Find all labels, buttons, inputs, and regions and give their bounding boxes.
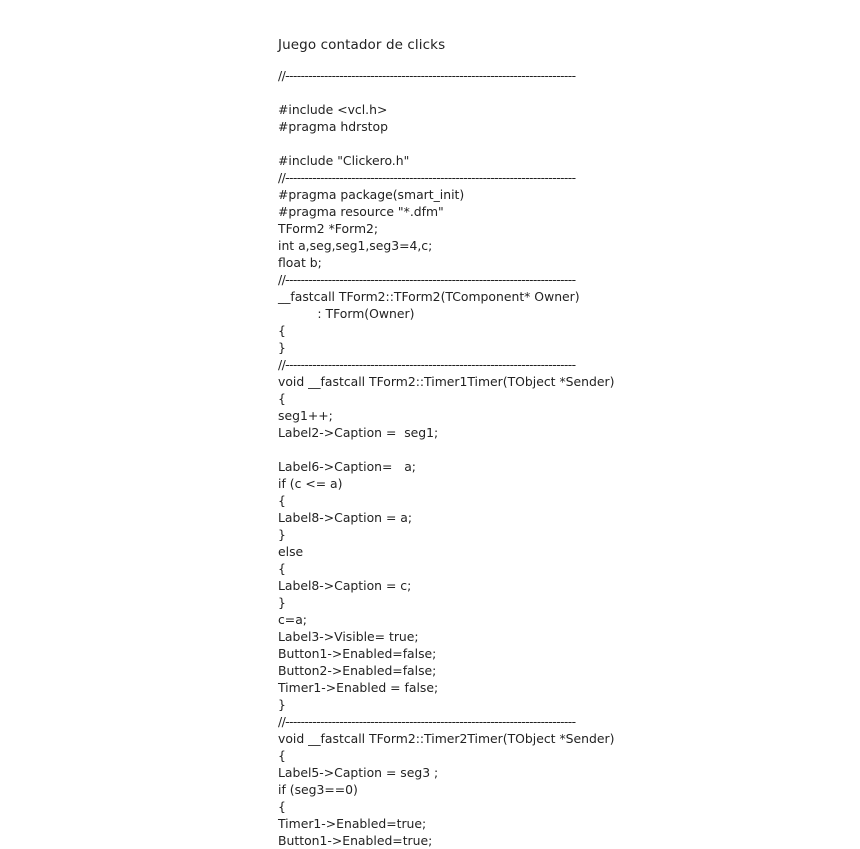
code-line: Label2->Caption = seg1;	[278, 425, 439, 440]
code-line	[278, 441, 838, 458]
code-line: TForm2 *Form2;	[278, 221, 379, 236]
code-line: int a,seg,seg1,seg3=4,c;	[278, 238, 433, 253]
code-line: //---------------------------------------------------------------------------	[278, 714, 576, 729]
code-line	[278, 135, 838, 152]
code-line: //---------------------------------------------------------------------------	[278, 170, 576, 185]
code-line: {	[278, 561, 286, 576]
code-line: void __fastcall TForm2::Timer2Timer(TObject *Sender)	[278, 731, 615, 746]
code-line: //---------------------------------------------------------------------------	[278, 68, 576, 83]
code-line: __fastcall TForm2::TForm2(TComponent* Owner)	[278, 289, 580, 304]
code-line: float b;	[278, 255, 322, 270]
code-line: {	[278, 323, 286, 338]
code-line	[278, 84, 838, 101]
code-line: {	[278, 799, 286, 814]
code-line: #pragma resource "*.dfm"	[278, 204, 444, 219]
code-line: Label3->Visible= true;	[278, 629, 419, 644]
code-line: Label8->Caption = c;	[278, 578, 412, 593]
code-line: Label6->Caption= a;	[278, 459, 416, 474]
code-line: Timer1->Enabled = false;	[278, 680, 439, 695]
code-listing	[278, 67, 838, 849]
code-line: Button1->Enabled=false;	[278, 646, 437, 661]
code-line: seg1++;	[278, 408, 333, 423]
code-line: void __fastcall TForm2::Timer1Timer(TObject *Sender)	[278, 374, 615, 389]
code-line: Label8->Caption = a;	[278, 510, 413, 525]
code-line: {	[278, 493, 286, 508]
code-line: Button2->Enabled=false;	[278, 663, 437, 678]
code-line: //---------------------------------------------------------------------------	[278, 272, 576, 287]
code-line: {	[278, 748, 286, 763]
code-line: }	[278, 697, 286, 712]
document-title: Juego contador de clicks	[278, 37, 446, 53]
code-line: Button1->Enabled=true;	[278, 833, 433, 848]
code-line: #include <vcl.h>	[278, 102, 388, 117]
code-line: c=a;	[278, 612, 307, 627]
code-line: Timer1->Enabled=true;	[278, 816, 427, 831]
document	[278, 36, 838, 849]
code-line: Label5->Caption = seg3 ;	[278, 765, 439, 780]
code-line: #pragma hdrstop	[278, 119, 388, 134]
code-line: #pragma package(smart_init)	[278, 187, 465, 202]
code-line: }	[278, 527, 286, 542]
code-line: : TForm(Owner)	[278, 306, 415, 321]
code-line: {	[278, 391, 286, 406]
code-line: //---------------------------------------------------------------------------	[278, 357, 576, 372]
code-line: #include "Clickero.h"	[278, 153, 410, 168]
code-line: }	[278, 595, 286, 610]
code-line: }	[278, 340, 286, 355]
code-line: if (c <= a)	[278, 476, 343, 491]
code-line: else	[278, 544, 304, 559]
code-line: if (seg3==0)	[278, 782, 358, 797]
